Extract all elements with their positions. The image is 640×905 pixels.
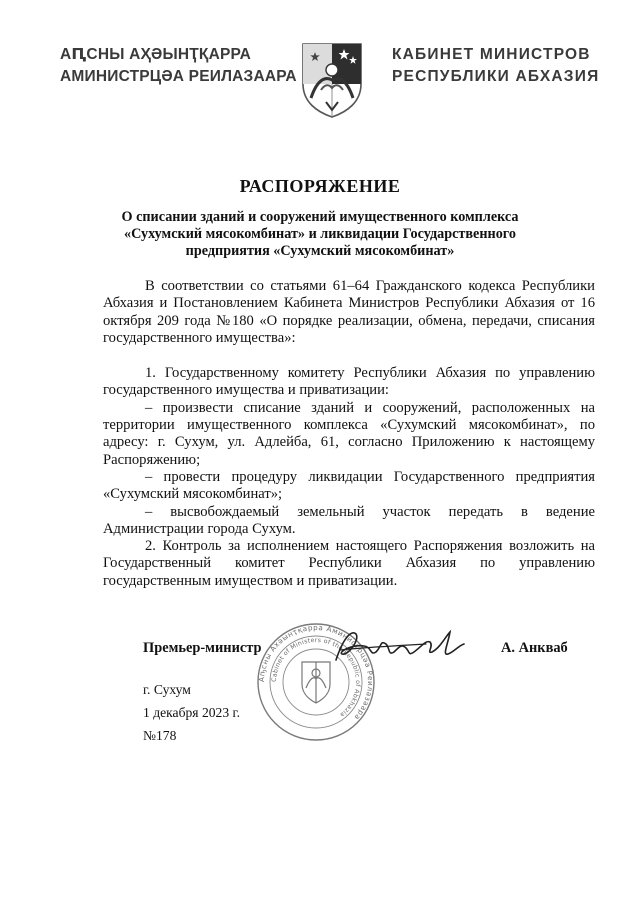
document-number: №178 xyxy=(143,728,177,743)
signatory-role: Премьер-министр xyxy=(143,640,262,656)
signature-block xyxy=(143,640,603,670)
document-subject xyxy=(110,209,530,260)
seal-inner-text: Cabinet of Ministers of the Republic of Abkhazia xyxy=(270,636,362,719)
paragraph-gap xyxy=(103,347,595,365)
item-1b-paragraph: – провести процедуру ликвидации Государственного предприятия «Сухумский мясокомбинат»; xyxy=(103,468,595,503)
item-2-paragraph: 2. Контроль за исполнением настоящего Распоряжения возложить на Государственный комитет Республики Абхазия по управлению государственным имуществом и приватизации. xyxy=(103,538,595,589)
letterhead-abkhaz-line1: АԤСНЫ АҲӘЫНҬҚАРРА xyxy=(60,46,252,63)
signatory-name: А. Анкваб xyxy=(501,640,568,656)
letterhead-abkhaz xyxy=(60,44,300,88)
subject-line-1: О списании зданий и сооружений имущественного комплекса xyxy=(121,209,519,225)
subject-line-2: «Сухумский мясокомбинат» и ликвидации Государственного xyxy=(124,226,516,242)
letterhead-russian xyxy=(392,44,602,88)
seal-outer-text: Аҧсны Ахәынҭқарра Аминистрцәа Реилазаара xyxy=(256,622,376,723)
subject-line-3: предприятия «Сухумский мясокомбинат» xyxy=(185,243,455,259)
letterhead xyxy=(0,40,640,120)
preamble-paragraph: В соответствии со статьями 61–64 Гражданского кодекса Республики Абхазия и Постановлением Кабинета Министров Республики Абхазия от 16 октября 209 года №180 «О порядке реализации, обмена, передачи, списания государственного имущества»: xyxy=(103,278,595,346)
item-1-paragraph: 1. Государственному комитету Республики Абхазия по управлению государственного имущества и приватизации: xyxy=(103,365,595,399)
abkhazia-emblem-icon xyxy=(297,40,367,118)
document-title: РАСПОРЯЖЕНИЕ xyxy=(239,176,401,196)
document-city: г. Сухум xyxy=(143,682,191,697)
letterhead-russian-line1: КАБИНЕТ МИНИСТРОВ xyxy=(392,46,591,63)
document-date: 1 декабря 2023 г. xyxy=(143,705,240,720)
item-1c-paragraph: – высвобождаемый земельный участок передать в ведение Администрации города Сухум. xyxy=(103,503,595,537)
document-body xyxy=(103,278,595,590)
item-1a-paragraph: – произвести списание зданий и сооружений, расположенных на территории имущественного комплекса «Сухумский мясокомбинат», по адресу: г. Сухум, ул. Адлейба, 61, согласно Приложению к настоящему Распоряжению; xyxy=(103,399,595,468)
letterhead-russian-line2: РЕСПУБЛИКИ АБХАЗИЯ xyxy=(392,68,600,85)
place-and-date xyxy=(143,678,240,747)
letterhead-abkhaz-line2: АМИНИСТРЦӘА РЕИЛАЗААРА xyxy=(60,68,297,85)
